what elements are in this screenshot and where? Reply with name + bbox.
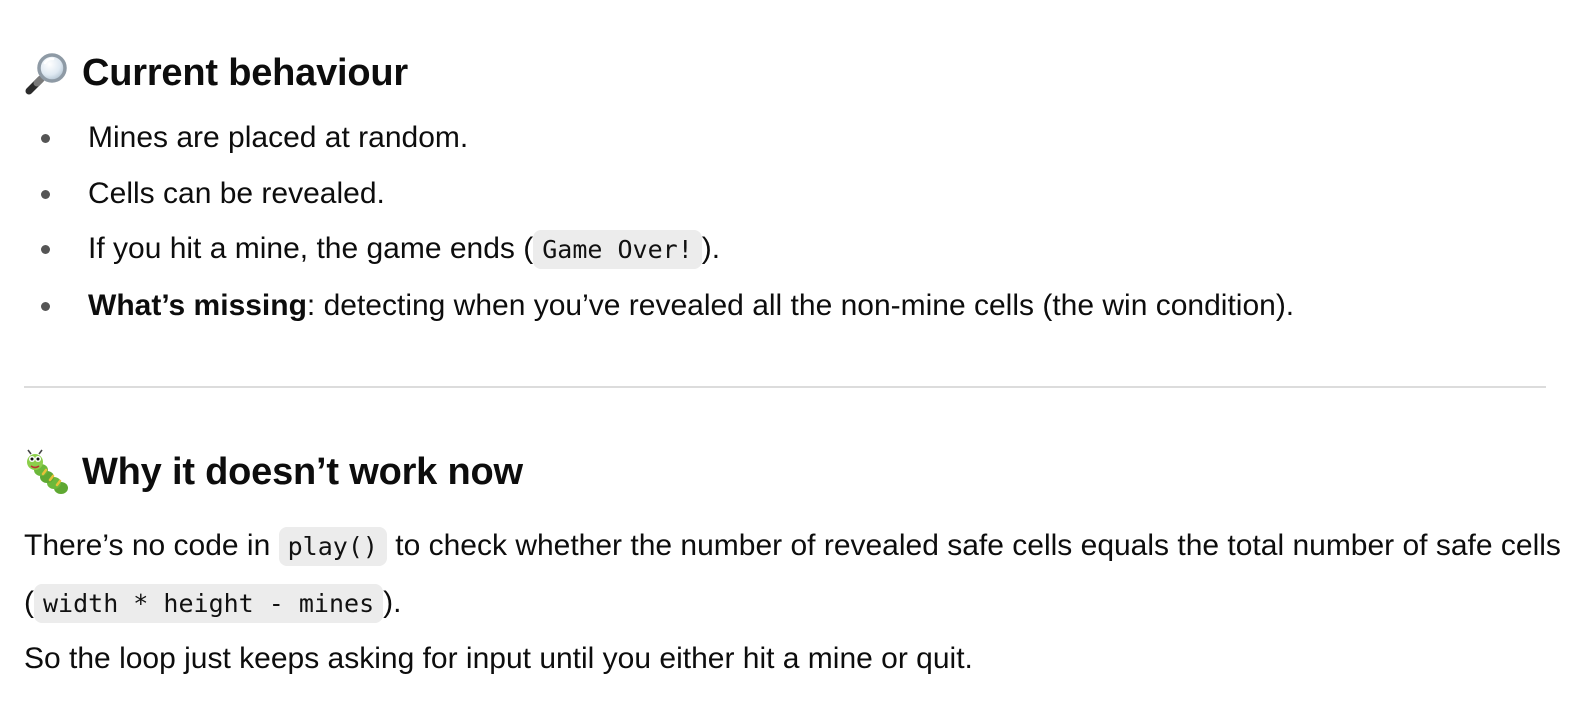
section-title: Why it doesn’t work now (82, 451, 523, 493)
list-item-text: If you hit a mine, the game ends ( (88, 232, 534, 265)
behaviour-list (24, 110, 1558, 333)
list-item (24, 110, 1558, 166)
bullet-icon (41, 190, 50, 199)
section-title: Current behaviour (82, 52, 408, 94)
section-heading-current-behaviour (24, 50, 408, 96)
magnifier-icon (24, 50, 70, 96)
paragraph-text: There’s no code in (24, 529, 279, 562)
paragraph-text: to check whether the number of revealed safe cells equals the total number of safe cells ( (24, 529, 1561, 619)
list-item (24, 278, 1558, 334)
list-item (24, 221, 1558, 278)
list-item-text: Mines are placed at random. (88, 121, 469, 154)
bug-icon (24, 449, 70, 495)
inline-code: Game Over! (533, 230, 702, 269)
list-item-text: ). (701, 232, 721, 265)
paragraph-text: ). (383, 585, 402, 619)
bullet-icon (41, 302, 50, 311)
inline-code: play() (279, 527, 387, 566)
list-item-text: : detecting when you’ve revealed all the non-mine cells (the win condition). (306, 288, 1295, 322)
inline-code: width * height - mines (34, 584, 383, 623)
divider (24, 386, 1546, 388)
bullet-icon (41, 134, 50, 143)
section-heading-why-it-doesnt-work (24, 449, 523, 495)
bold-label: What’s missing (88, 288, 307, 322)
bullet-icon (41, 245, 50, 254)
explanation-paragraph (24, 518, 1564, 687)
list-item-text: Cells can be revealed. (88, 176, 385, 210)
paragraph-text: So the loop just keeps asking for input until you either hit a mine or quit. (24, 642, 973, 675)
list-item (24, 166, 1558, 222)
